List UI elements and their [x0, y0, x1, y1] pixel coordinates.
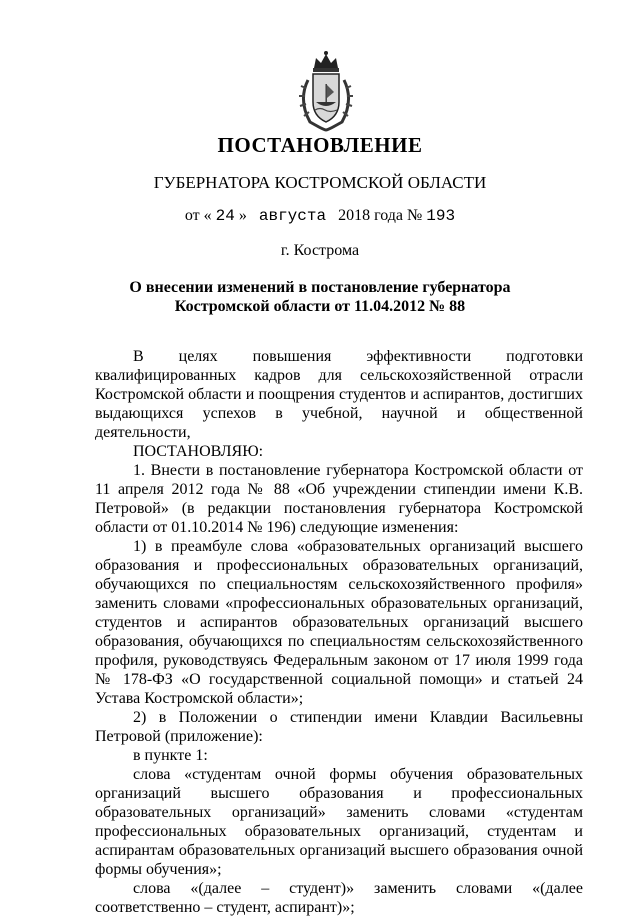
point-1-paragraph: в пункте 1: [133, 747, 208, 764]
replacement-paragraph-2: слова «(далее – студент)» заменить словами «(далее соответственно – студент, аспирант)»; [95, 880, 583, 916]
clause-1-paragraph: 1. Внести в постановление губернатора Костромской области от 11 апреля 2012 года № 88 «Об учреждении стипендии имени К.В. Петровой» (в редакции постановления губернатора Костромской области от 01.10.2014 № 196) следующие изменения: [95, 462, 583, 536]
date-prefix: от « [184, 207, 212, 224]
issuer-title: ГУБЕРНАТОРА КОСТРОМСКОЙ ОБЛАСТИ [153, 173, 487, 192]
document-number: 193 [426, 207, 456, 225]
preamble-paragraph: В целях повышения эффективности подготовки квалифицированных кадров для сельскохозяйственной отрасли Костромской области и поощрения студентов и аспирантов, достигших выдающихся успехов в учебной, научной и общественной деятельности, [95, 348, 583, 441]
document-body [95, 347, 583, 917]
clause-1-2-paragraph: 2) в Положении о стипендии имени Клавдии Васильевны Петровой (приложение): [95, 709, 583, 745]
document-heading [0, 278, 640, 316]
document-type-title: ПОСТАНОВЛЕНИЕ [217, 133, 423, 157]
replacement-paragraph-1: слова «студентам очной формы обучения образовательных организаций высшего образования и профессиональных образовательных организаций» заменить словами «студентам профессиональных образовательных организаций, студентам и аспирантам образовательных организаций высшего образования очной формы обучения»; [95, 766, 583, 878]
city-name: г. Кострома [280, 242, 360, 259]
decree-word: ПОСТАНОВЛЯЮ: [133, 443, 264, 460]
coat-of-arms-icon [294, 50, 358, 132]
document-heading-line-2: Костромской области от 11.04.2012 № 88 [174, 298, 466, 315]
document-heading-line-1: О внесении изменений в постановление губернатора [129, 279, 511, 296]
date-separator: » [238, 207, 247, 224]
clause-1-1-paragraph: 1) в преамбуле слова «образовательных организаций высшего образования и профессиональных образовательных организаций, обучающихся по специальностям сельскохозяйственного профиля» заменить словами «профессиональных образовательных организаций, студентов и аспирантов образовательных организаций высшего образования, обучающихся по специальностям сельскохозяйственного профиля, руководствуясь Федеральным законом от 17 июля 1999 года № 178-ФЗ «О государственной социальной помощи» и статьей 24 Устава Костромской области»; [95, 538, 583, 707]
date-month: августа [258, 207, 327, 225]
date-year: 2018 года № [338, 207, 423, 224]
date-line [0, 207, 640, 225]
date-day: 24 [215, 207, 235, 225]
